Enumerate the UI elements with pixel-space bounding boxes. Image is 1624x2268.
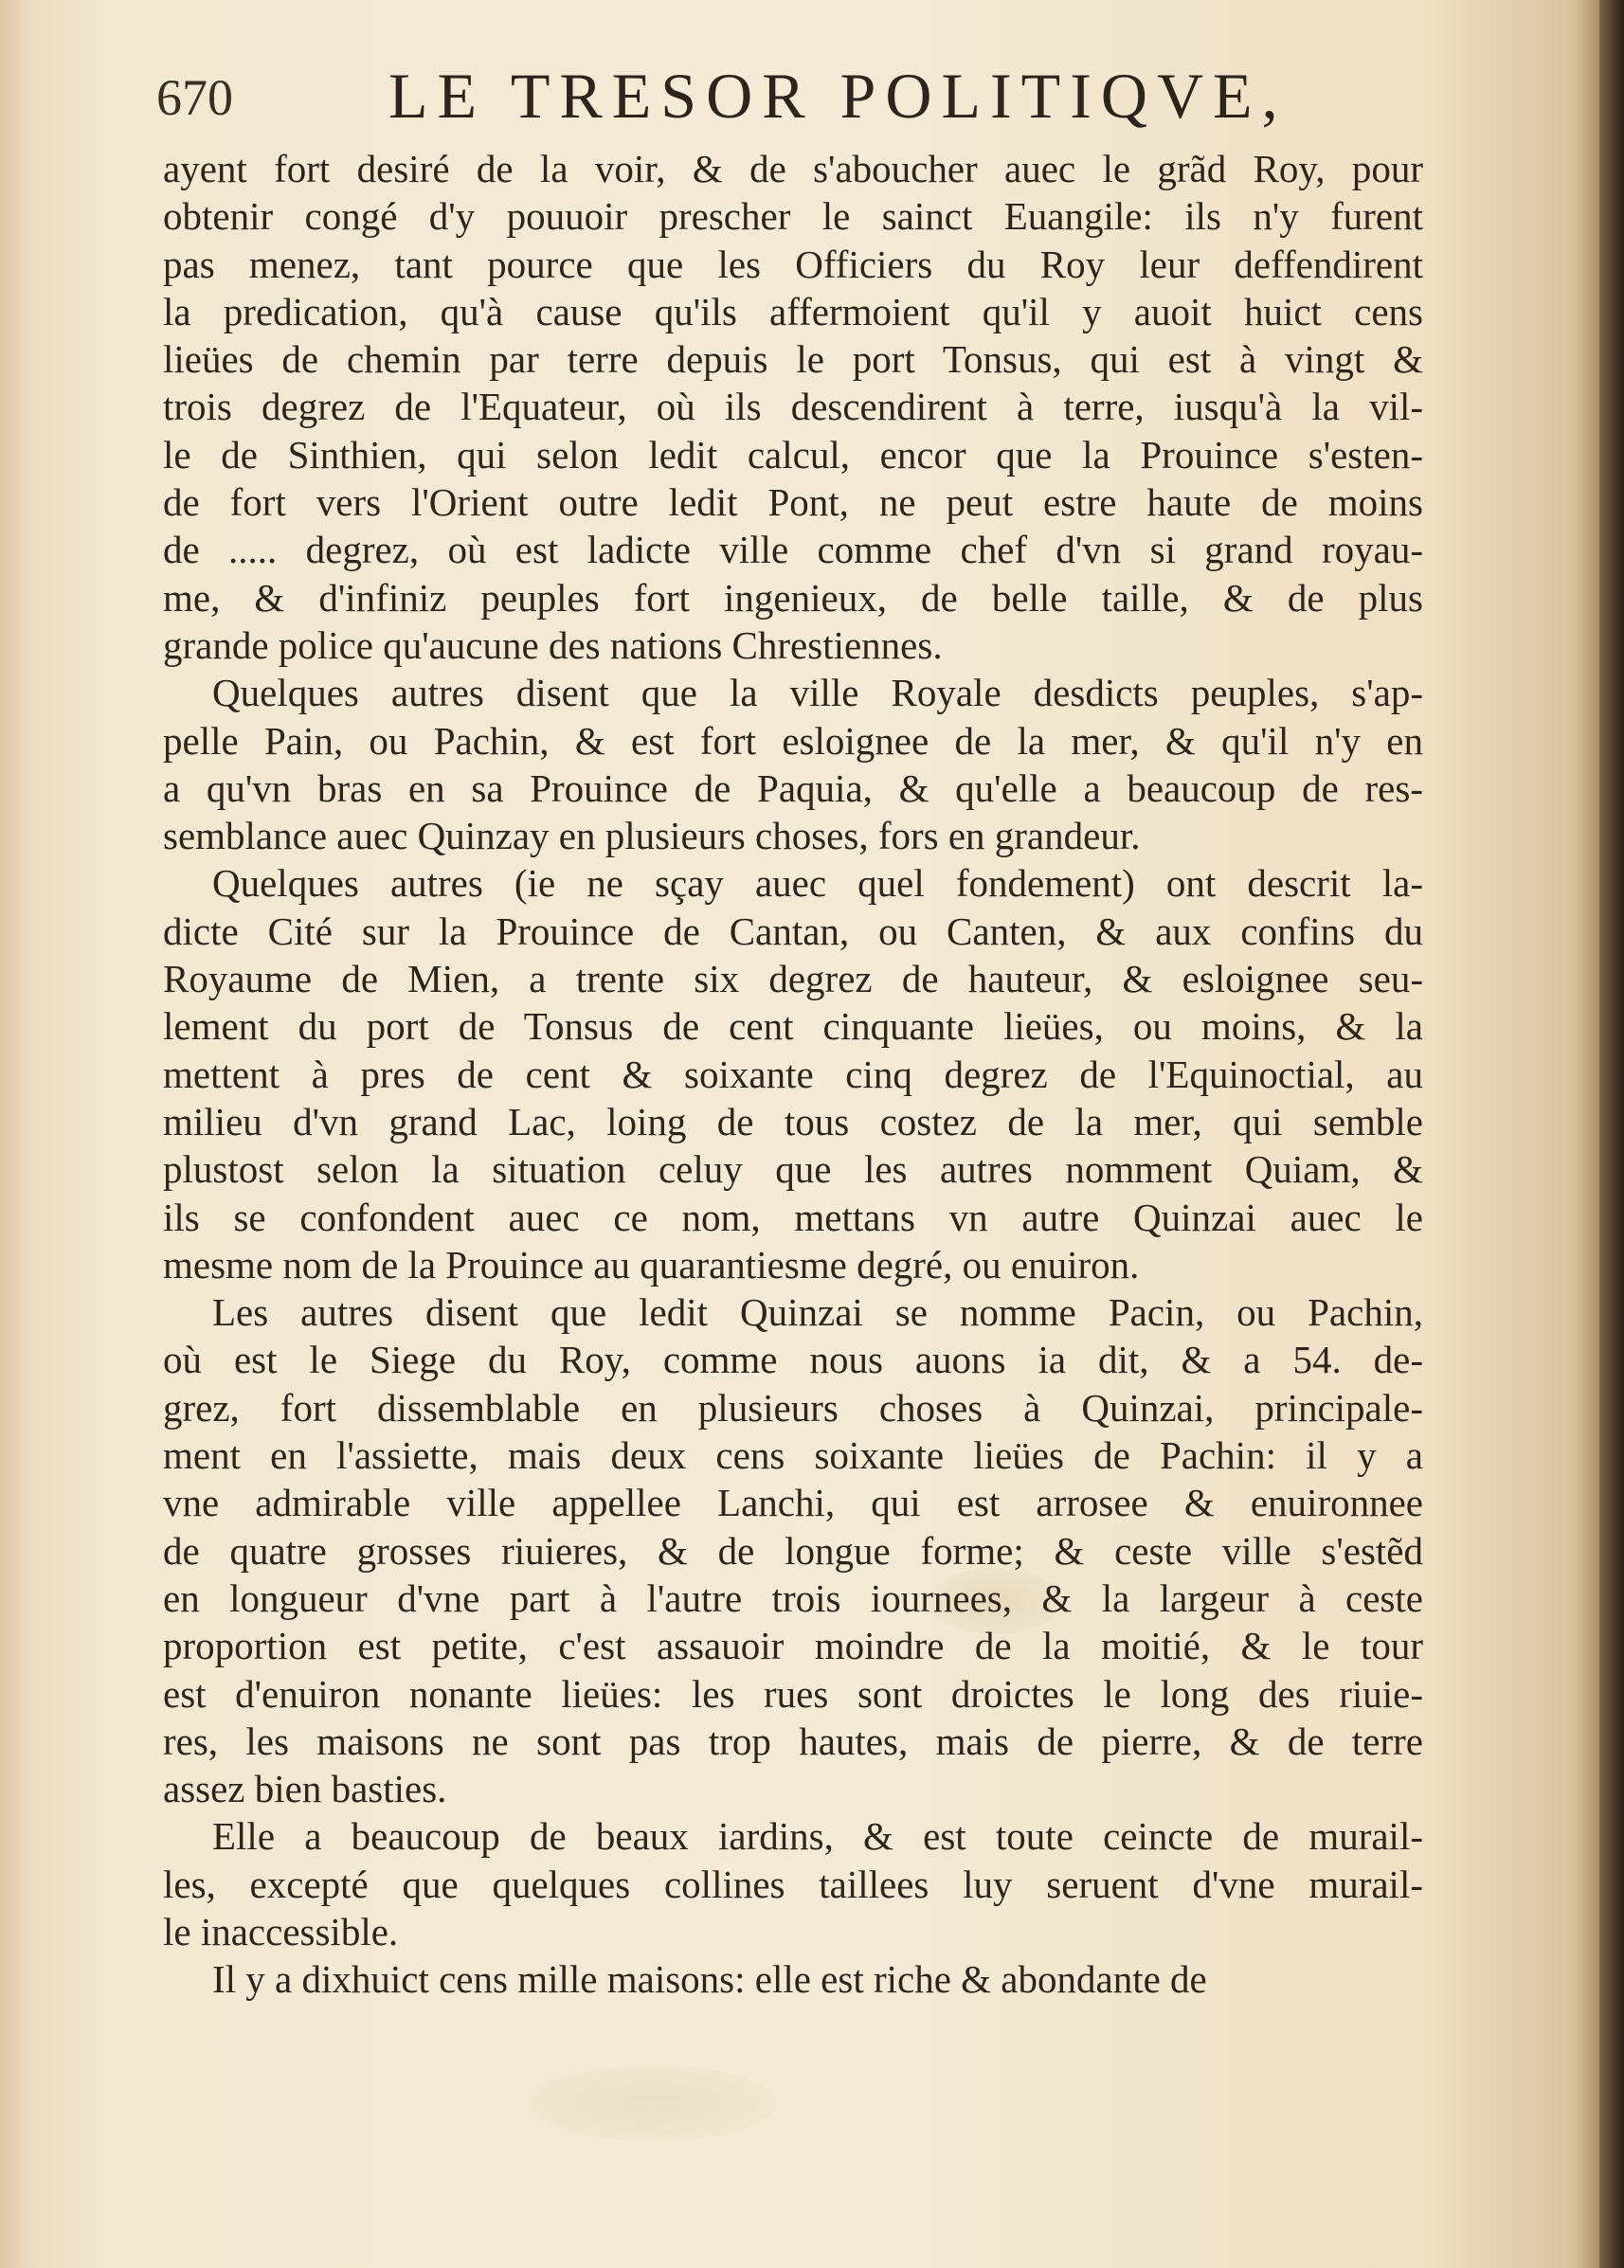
text-line: mesme nom de la Prouince au quarantiesme degré, ou enuiron.	[163, 1242, 1140, 1287]
text-line: où est le Siege du Roy, comme nous auons ia dit, & a 54. de-	[163, 1338, 1423, 1382]
text-line: pas menez, tant pource que les Officiers du Roy leur deffendirent	[163, 242, 1423, 286]
text-line: ment en l'assiette, mais deux cens soixante lieües de Pachin: il y a	[163, 1433, 1423, 1478]
text-line: proportion est petite, c'est assauoir moindre de la moitié, & le tour	[163, 1624, 1423, 1668]
text-line: milieu d'vn grand Lac, loing de tous costez de la mer, qui semble	[163, 1099, 1423, 1143]
text-line: grez, fort dissemblable en plusieurs choses à Quinzai, principale-	[163, 1385, 1423, 1430]
text-line: Royaume de Mien, a trente six degrez de hauteur, & esloignee seu-	[163, 957, 1423, 1001]
text-line: ils se confondent auec ce nom, mettans vn autre Quinzai auec le	[163, 1195, 1423, 1239]
text-line: plustost selon la situation celuy que les autres nomment Quiam, &	[163, 1147, 1423, 1192]
text-line: semblance auec Quinzay en plusieurs choses, fors en grandeur.	[163, 814, 1141, 858]
text-line: de ..... degrez, où est ladicte ville comme chef d'vn si grand royau-	[163, 528, 1423, 572]
text-line: Elle a beaucoup de beaux iardins, & est toute ceincte de murail-	[212, 1814, 1423, 1859]
text-line: les, excepté que quelques collines taillees luy seruent d'vne murail-	[163, 1862, 1423, 1906]
text-line: le de Sinthien, qui selon ledit calcul, encor que la Prouince s'esten-	[163, 432, 1423, 477]
text-line: de fort vers l'Orient outre ledit Pont, ne peut estre haute de moins	[163, 480, 1423, 525]
paragraph	[163, 1288, 1423, 1812]
paragraph	[163, 669, 1423, 859]
page-number: 670	[156, 69, 233, 126]
text-line: lement du port de Tonsus de cent cinquante lieües, ou moins, & la	[163, 1004, 1423, 1049]
text-line: res, les maisons ne sont pas trop hautes, mais de pierre, & de terre	[163, 1719, 1423, 1763]
paragraph	[163, 1812, 1423, 1955]
text-line: Les autres disent que ledit Quinzai se nomme Pacin, ou Pachin,	[212, 1290, 1423, 1335]
main-text	[163, 145, 1423, 2004]
text-line: est d'enuiron nonante lieües: les rues sont droictes le long des riuie-	[163, 1671, 1423, 1716]
page-stain	[531, 2065, 777, 2141]
paragraph	[163, 1955, 1423, 2003]
text-line: trois degrez de l'Equateur, où ils descendirent à terre, iusqu'à la vil-	[163, 385, 1423, 429]
paragraph	[163, 859, 1423, 1288]
paragraph	[163, 145, 1423, 669]
text-line: me, & d'infiniz peuples fort ingenieux, de belle taille, & de plus	[163, 575, 1423, 620]
text-line: pelle Pain, ou Pachin, & est fort esloignee de la mer, & qu'il n'y en	[163, 718, 1423, 763]
text-line: assez bien basties.	[163, 1767, 447, 1811]
text-line: Il y a dixhuict cens mille maisons: elle est riche & abondante de	[212, 1957, 1207, 2002]
text-line: obtenir congé d'y pouuoir prescher le sainct Euangile: ils n'y furent	[163, 194, 1423, 239]
text-line: le inaccessible.	[163, 1909, 399, 1953]
text-line: dicte Cité sur la Prouince de Cantan, ou Canten, & aux confins du	[163, 909, 1423, 953]
running-title: LE TRESOR POLITIQVE,	[388, 60, 1288, 132]
text-line: vne admirable ville appellee Lanchi, qui est arrosee & enuironnee	[163, 1481, 1423, 1525]
text-line: grande police qu'aucune des nations Chrestiennes.	[163, 622, 943, 667]
text-line: Quelques autres (ie ne sçay auec quel fondement) ont descrit la-	[212, 861, 1423, 906]
text-line: lieües de chemin par terre depuis le port Tonsus, qui est à vingt &	[163, 337, 1423, 382]
text-line: a qu'vn bras en sa Prouince de Paquia, & qu'elle a beaucoup de res-	[163, 765, 1423, 810]
text-line: la predication, qu'à cause qu'ils affermoient qu'il y auoit huict cens	[163, 289, 1423, 333]
text-line: mettent à pres de cent & soixante cinq degrez de l'Equinoctial, au	[163, 1052, 1423, 1096]
text-line: Quelques autres disent que la ville Royale desdicts peuples, s'ap-	[212, 671, 1423, 715]
running-header	[156, 59, 1445, 144]
text-line: de quatre grosses riuieres, & de longue forme; & ceste ville s'estẽd	[163, 1528, 1423, 1573]
text-line: en longueur d'vne part à l'autre trois iournees, & la largeur à ceste	[163, 1575, 1423, 1620]
text-line: ayent fort desiré de la voir, & de s'aboucher auec le grãd Roy, pour	[163, 147, 1423, 190]
